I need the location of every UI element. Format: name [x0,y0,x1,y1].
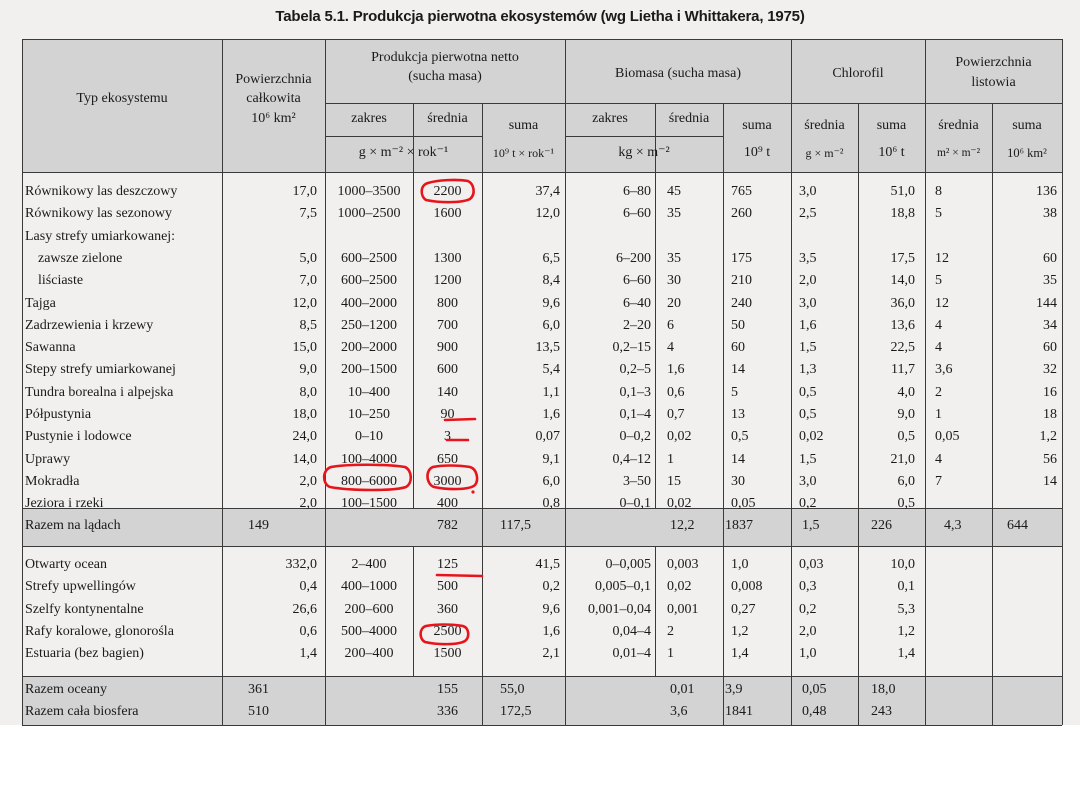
header-chl-mean: średnia [804,118,845,133]
cell-npp-sum: 37,4 [535,184,560,199]
row-label: Szelfy kontynentalne [25,601,144,617]
cell-chl-sum: 17,5 [890,250,915,266]
cell-bio-sum: 260 [731,206,752,222]
cell-chl-mean: 3,5 [799,250,817,266]
header-leaf-l1: Powierzchnia [955,55,1032,70]
rule [22,172,1062,173]
row-label: Sawanna [25,340,76,356]
cell-npp-sum: 2,1 [542,646,560,662]
cell-chl-mean: 3,0 [799,295,817,311]
total-chl-sum: 18,0 [871,682,896,697]
cell-bio-mean: 0,6 [667,384,685,400]
cell-bio-range: 6–60 [623,273,651,289]
header-chl-sum: suma [876,118,907,133]
cell-bio-range: 0,001–0,04 [588,601,651,617]
cell-bio-sum: 14 [731,362,745,378]
cell-bio-sum: 175 [731,250,752,266]
cell-bio-sum: 13 [731,407,745,422]
cell-area: 24,0 [292,429,317,445]
cell-area: 12,0 [292,295,317,311]
cell-chl-mean: 0,5 [799,384,817,400]
cell-npp-sum: 1,1 [542,384,560,400]
row-label: Pustynie i lodowce [25,429,132,445]
cell-bio-sum: 1,0 [731,557,749,572]
cell-npp-mean: 800 [437,295,458,311]
rule [22,725,1062,726]
cell-chl-mean: 1,6 [799,317,817,333]
unit-leaf: m² × m⁻² [936,147,981,159]
cell-npp-mean: 1600 [433,206,462,222]
row-label: Tundra borealna i alpejska [25,384,174,400]
row-label: Jeziora i rzeki [25,496,104,512]
cell-chl-mean: 0,3 [799,579,817,595]
cell-bio-mean: 35 [667,206,681,222]
cell-chl-sum: 6,0 [897,473,915,489]
cell-npp-sum: 9,6 [542,295,560,311]
rule [565,103,791,104]
cell-leaf-sum: 1,2 [1039,429,1057,445]
header-bio-sum: suma [742,118,772,133]
cell-leaf-mean: 3,6 [935,362,953,378]
row-label: Zadrzewienia i krzewy [25,317,154,333]
cell-npp-mean: 3 [444,429,451,445]
cell-npp-range: 800–6000 [341,473,397,489]
header-npp-mean: średnia [427,111,468,126]
rule [925,103,1062,104]
cell-bio-range: 6–60 [623,206,651,222]
cell-chl-mean: 3,0 [799,473,817,489]
cell-chl-mean: 0,5 [799,407,817,422]
cell-bio-range: 0–0,1 [619,496,651,512]
total-npp-mean: 782 [437,518,458,533]
row-label: Lasy strefy umiarkowanej: [25,228,176,244]
total-bio-sum: 1841 [725,704,753,719]
row-label: Rafy koralowe, glonorośla [25,623,174,639]
row-label: liściaste [38,273,84,289]
cell-chl-mean: 2,0 [799,623,817,639]
cell-leaf-sum: 34 [1043,317,1057,333]
cell-bio-mean: 20 [667,295,681,311]
cell-bio-sum: 60 [731,340,745,356]
total-leaf-mean: 4,3 [944,518,962,533]
cell-bio-range: 6–200 [616,250,651,266]
rule [325,103,565,104]
cell-area: 9,0 [299,362,317,378]
total-bio-mean: 3,6 [670,704,688,719]
cell-bio-mean: 0,02 [667,579,692,595]
total-npp-sum: 117,5 [500,518,531,533]
cell-area: 5,0 [299,250,317,266]
cell-leaf-sum: 60 [1043,250,1057,266]
cell-npp-range: 10–250 [348,407,390,422]
cell-leaf-mean: 5 [935,206,942,222]
unit-chl-sum: 10⁶ t [878,145,905,160]
cell-bio-range: 0,2–15 [612,340,651,356]
cell-bio-mean: 0,7 [667,407,685,422]
header-leaf-l2: listowia [971,75,1016,90]
cell-chl-sum: 51,0 [890,184,915,199]
cell-npp-range: 1000–2500 [337,206,401,222]
cell-npp-range: 600–2500 [341,250,397,266]
cell-bio-mean: 0,02 [667,429,692,445]
total-label: Razem na lądach [25,518,121,533]
header-area-l2: całkowita [246,91,301,106]
cell-bio-mean: 4 [667,340,674,356]
row-label: Strefy upwellingów [25,579,136,595]
cell-npp-sum: 9,1 [542,451,560,467]
cell-npp-range: 10–400 [348,384,390,400]
cell-leaf-mean: 5 [935,273,942,289]
rule [22,39,1062,40]
cell-npp-range: 100–4000 [341,451,397,467]
cell-bio-mean: 1 [667,451,674,467]
cell-npp-range: 500–4000 [341,623,397,639]
cell-area: 1,4 [299,646,317,662]
cell-area: 2,0 [299,496,317,512]
unit-leaf-sum: 10⁶ km² [1007,146,1047,160]
row-label: Równikowy las deszczowy [25,184,178,199]
header-area-l3: 10⁶ km² [251,111,296,126]
cell-bio-range: 2–20 [623,317,651,333]
cell-bio-mean: 35 [667,250,681,266]
cell-bio-mean: 0,001 [667,601,699,617]
cell-chl-mean: 0,2 [799,496,817,512]
cell-bio-range: 0,04–4 [612,623,651,639]
cell-leaf-sum: 38 [1043,206,1057,222]
header-leaf-mean: średnia [938,118,979,133]
cell-npp-sum: 41,5 [535,557,560,572]
cell-chl-sum: 36,0 [890,295,915,311]
cell-bio-range: 0,4–12 [612,451,651,467]
cell-npp-sum: 0,07 [535,429,560,445]
cell-npp-sum: 13,5 [535,340,560,356]
cell-bio-sum: 0,27 [731,601,756,617]
cell-chl-mean: 1,5 [799,340,817,356]
production-table [22,39,1062,725]
cell-chl-sum: 21,0 [890,451,915,467]
cell-npp-mean: 900 [437,340,458,356]
cell-chl-sum: 4,0 [897,384,915,400]
cell-bio-range: 0,1–3 [619,384,651,400]
cell-npp-range: 200–400 [344,646,394,662]
cell-bio-range: 6–80 [623,184,651,199]
header-bio-range: zakres [592,111,628,126]
header-area-l1: Powierzchnia [235,72,312,87]
cell-bio-range: 0–0,2 [619,429,651,445]
cell-npp-mean: 600 [437,362,458,378]
cell-leaf-mean: 0,05 [935,429,960,445]
cell-npp-mean: 360 [437,601,458,617]
cell-npp-mean: 1300 [433,250,462,266]
cell-chl-mean: 2,5 [799,206,817,222]
cell-bio-sum: 1,2 [731,623,749,639]
cell-npp-range: 0–10 [355,429,383,445]
cell-leaf-sum: 56 [1043,451,1057,467]
cell-leaf-mean: 12 [935,250,949,266]
total-bio-mean: 12,2 [670,518,695,533]
unit-chl: g × m⁻² [805,146,844,160]
cell-bio-sum: 765 [731,184,752,199]
cell-chl-sum: 0,1 [897,579,915,595]
rule [723,103,724,725]
header-npp-sum: suma [508,118,539,133]
row-label: Uprawy [25,451,71,467]
cell-leaf-mean: 7 [935,473,942,489]
cell-npp-range: 2–400 [351,557,387,572]
cell-bio-sum: 50 [731,317,745,333]
rule [565,136,723,137]
cell-npp-range: 250–1200 [341,317,397,333]
rule [655,546,656,676]
cell-bio-sum: 14 [731,451,745,467]
cell-bio-mean: 0,02 [667,496,692,512]
cell-bio-range: 0,01–4 [612,646,651,662]
cell-leaf-mean: 4 [935,317,942,333]
total-label: Razem cała biosfera [25,704,139,719]
cell-leaf-mean: 12 [935,295,949,311]
rule [22,39,23,725]
cell-chl-mean: 2,0 [799,273,817,289]
total-chl-sum: 243 [871,704,892,719]
cell-bio-mean: 0,003 [667,557,699,572]
row-label: Półpustynia [25,407,92,422]
header-bio-mean: średnia [668,111,710,126]
cell-bio-sum: 0,05 [731,496,756,512]
cell-chl-mean: 3,0 [799,184,817,199]
cell-chl-sum: 13,6 [890,317,915,333]
rule [791,39,792,725]
cell-bio-sum: 210 [731,273,752,289]
row-label: Estuaria (bez bagien) [25,646,144,662]
header-npp-range: zakres [351,111,387,126]
cell-leaf-mean: 4 [935,340,942,356]
cell-chl-mean: 1,0 [799,646,817,662]
cell-area: 8,5 [299,317,317,333]
cell-chl-sum: 5,3 [897,601,915,617]
cell-npp-range: 200–1500 [341,362,397,378]
header-ecosystem-type: Typ ekosystemu [76,91,168,106]
cell-npp-sum: 6,5 [542,250,560,266]
cell-npp-sum: 8,4 [542,273,560,289]
cell-bio-sum: 1,4 [731,646,749,662]
row-label: Mokradła [25,473,80,489]
cell-npp-range: 400–1000 [341,579,397,595]
row-label: Otwarty ocean [25,557,108,572]
row-label: Tajga [25,295,56,311]
cell-npp-sum: 1,6 [542,407,560,422]
cell-npp-mean: 2500 [433,623,462,639]
total-npp-sum: 172,5 [500,704,532,719]
cell-area: 18,0 [292,407,317,422]
cell-leaf-sum: 136 [1036,184,1057,199]
row-label: zawsze zielone [38,250,123,266]
cell-leaf-sum: 18 [1043,407,1057,422]
cell-bio-range: 0–0,005 [605,557,651,572]
cell-bio-mean: 6 [667,317,674,333]
cell-area: 2,0 [299,473,317,489]
cell-npp-sum: 1,6 [542,623,560,639]
cell-bio-sum: 0,5 [731,429,749,445]
cell-chl-mean: 1,3 [799,362,817,378]
header-npp-l1: Produkcja pierwotna netto [371,50,519,65]
rule [925,39,926,725]
total-label: Razem oceany [25,682,108,697]
cell-area: 0,4 [299,579,317,595]
cell-area: 8,0 [299,384,317,400]
total-bio-sum: 1837 [725,518,753,533]
cell-area: 15,0 [292,340,317,356]
cell-chl-sum: 0,5 [897,496,915,512]
cell-chl-sum: 18,8 [890,206,915,222]
cell-npp-mean: 650 [437,451,458,467]
cell-chl-sum: 11,7 [891,362,915,378]
cell-npp-sum: 9,6 [542,601,560,617]
total-npp-mean: 155 [437,682,458,697]
cell-leaf-sum: 14 [1043,473,1057,489]
cell-bio-sum: 5 [731,384,738,400]
cell-bio-mean: 15 [667,473,681,489]
cell-npp-sum: 12,0 [535,206,560,222]
cell-leaf-mean: 1 [935,407,942,422]
header-leaf-sum: suma [1012,118,1042,133]
cell-area: 332,0 [285,557,317,572]
cell-leaf-sum: 60 [1043,340,1057,356]
cell-chl-mean: 0,02 [799,429,824,445]
total-npp-sum: 55,0 [500,682,525,697]
cell-npp-mean: 1500 [433,646,462,662]
total-chl-mean: 1,5 [802,518,820,533]
cell-npp-sum: 0,8 [542,496,560,512]
cell-leaf-mean: 8 [935,184,942,199]
cell-chl-sum: 22,5 [890,340,915,356]
rule [325,136,482,137]
total-bio-mean: 0,01 [670,682,695,697]
row-label: Równikowy las sezonowy [25,206,172,222]
cell-npp-range: 400–2000 [341,295,397,311]
total-chl-mean: 0,48 [802,704,827,719]
total-area: 361 [248,682,269,697]
rule [655,103,656,508]
total-area: 510 [248,704,269,719]
cell-bio-mean: 1,6 [667,362,685,378]
cell-bio-range: 6–40 [623,295,651,311]
cell-bio-sum: 0,008 [731,579,763,595]
cell-npp-mean: 125 [437,557,458,572]
cell-npp-mean: 400 [437,496,458,512]
cell-area: 7,0 [299,273,317,289]
cell-chl-mean: 0,2 [799,601,817,617]
table-caption: Tabela 5.1. Produkcja pierwotna ekosystemów (wg Lietha i Whittakera, 1975) [275,8,805,25]
cell-area: 7,5 [299,206,317,222]
total-chl-mean: 0,05 [802,682,827,697]
cell-area: 0,6 [299,623,317,639]
cell-bio-range: 0,005–0,1 [595,579,651,595]
cell-bio-range: 0,1–4 [619,407,651,422]
cell-npp-sum: 6,0 [542,473,560,489]
total-leaf-sum: 644 [1007,518,1028,533]
cell-area: 17,0 [292,184,317,199]
cell-bio-range: 0,2–5 [619,362,651,378]
cell-npp-range: 1000–3500 [337,184,401,199]
cell-leaf-mean: 4 [935,451,942,467]
cell-npp-mean: 500 [437,579,458,595]
cell-bio-sum: 240 [731,295,752,311]
cell-chl-mean: 1,5 [799,451,817,467]
header-chlorophyll: Chlorofil [832,66,884,81]
cell-npp-mean: 3000 [433,473,462,489]
cell-chl-sum: 1,2 [897,623,915,639]
cell-bio-mean: 45 [667,184,681,199]
cell-leaf-sum: 144 [1036,295,1057,311]
cell-npp-mean: 90 [440,407,455,422]
cell-npp-mean: 1200 [433,273,462,289]
cell-bio-mean: 2 [667,623,674,639]
total-chl-sum: 226 [871,518,892,533]
unit-npp-sum: 10⁹ t × rok⁻¹ [492,146,555,160]
cell-leaf-sum: 35 [1043,273,1057,289]
unit-bio: kg × m⁻² [618,145,670,160]
cell-leaf-mean: 2 [935,384,942,400]
cell-npp-mean: 140 [437,384,458,400]
cell-bio-sum: 30 [731,473,745,489]
cell-chl-mean: 0,03 [799,557,824,572]
rule [1062,39,1063,725]
rule [22,546,1062,547]
cell-bio-mean: 1 [667,646,674,662]
unit-npp: g × m⁻² × rok⁻¹ [358,145,449,160]
cell-area: 14,0 [292,451,317,467]
cell-npp-sum: 0,2 [542,579,560,595]
total-npp-mean: 336 [437,704,458,719]
cell-npp-sum: 5,4 [542,362,560,378]
cell-leaf-sum: 16 [1043,384,1057,400]
cell-area: 26,6 [292,601,317,617]
rule [22,676,1062,677]
cell-npp-range: 100–1500 [341,496,397,512]
cell-chl-sum: 0,5 [897,429,915,445]
total-area: 149 [248,518,269,533]
cell-bio-range: 3–50 [623,473,651,489]
cell-bio-mean: 30 [667,273,681,289]
cell-npp-range: 200–600 [344,601,394,617]
total-bio-sum: 3,9 [725,682,743,697]
cell-npp-sum: 6,0 [542,317,560,333]
cell-npp-mean: 700 [437,317,458,333]
row-label: Stepy strefy umiarkowanej [25,362,176,378]
header-npp-l2: (sucha masa) [408,69,482,84]
cell-chl-sum: 9,0 [897,407,915,422]
unit-bio-sum: 10⁹ t [743,145,771,160]
cell-chl-sum: 1,4 [897,646,915,662]
cell-npp-range: 200–2000 [341,340,397,356]
cell-npp-mean: 2200 [433,184,462,199]
cell-leaf-sum: 32 [1043,362,1057,378]
cell-chl-sum: 14,0 [890,273,915,289]
cell-npp-range: 600–2500 [341,273,397,289]
header-biomass: Biomasa (sucha masa) [615,66,741,81]
cell-chl-sum: 10,0 [890,557,915,572]
